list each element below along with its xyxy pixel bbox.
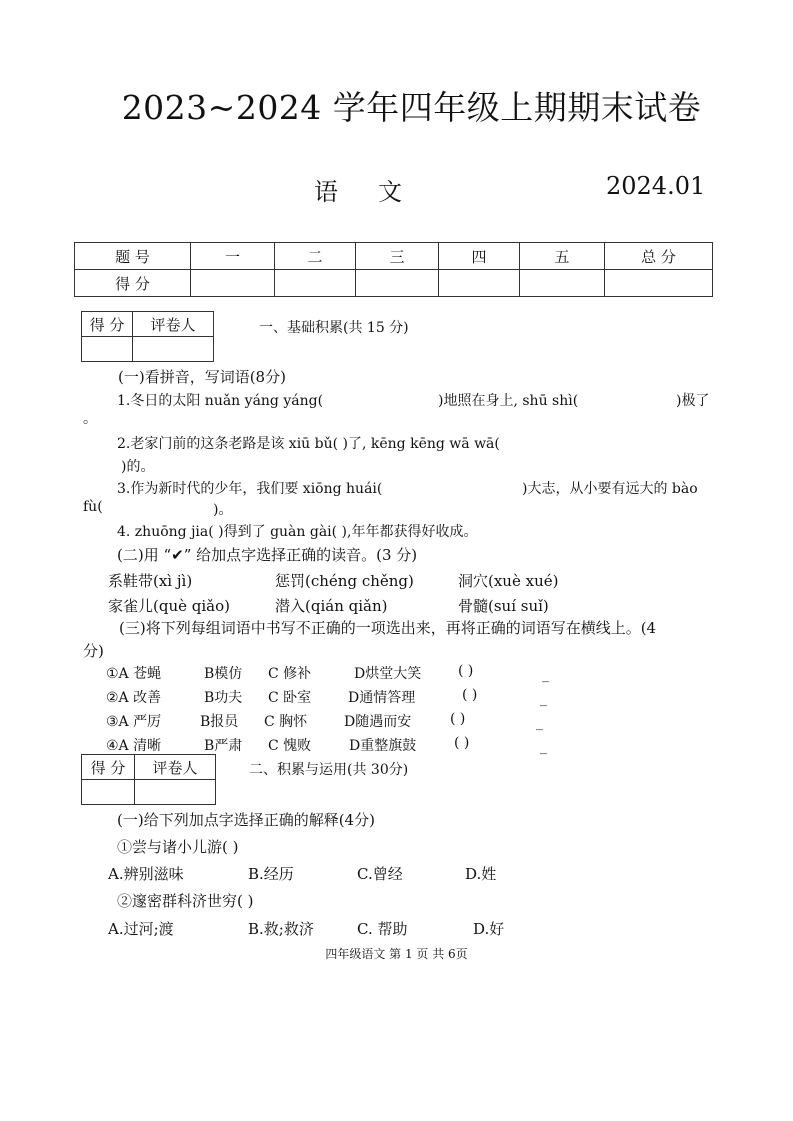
grader-name-cell[interactable] xyxy=(135,780,216,805)
score-cell: 题 号 xyxy=(75,243,191,270)
answer-blank[interactable]: _ xyxy=(536,715,543,731)
word-option: ②A 改善 xyxy=(106,690,162,706)
answer-option: C. 帮助 xyxy=(357,920,408,938)
score-cell: 五 xyxy=(520,243,605,270)
question-text: 。 xyxy=(83,411,97,427)
question-text: ①尝与诸小儿游( ) xyxy=(117,838,239,856)
answer-paren[interactable]: ( ) xyxy=(458,663,474,679)
part1-title: (一)看拼音，写词语(8分) xyxy=(118,368,286,386)
question-text: )的。 xyxy=(121,459,155,475)
pinyin-option: 惩罚(chéng chěng) xyxy=(275,572,414,590)
score-cell: 一 xyxy=(191,243,275,270)
exam-title: 2023~2024 学年四年级上期期末试卷 xyxy=(121,88,702,127)
word-option: B模仿 xyxy=(204,666,243,682)
pinyin-option: 系鞋带(xì jì) xyxy=(108,572,193,590)
section1-title: 一、基础积累(共 15 分) xyxy=(259,320,409,336)
grader-score-label: 得 分 xyxy=(82,755,135,780)
score-cell: 二 xyxy=(275,243,356,270)
word-option: ④A 清晰 xyxy=(106,738,162,754)
answer-blank[interactable]: _ xyxy=(540,739,547,755)
exam-date: 2024.01 xyxy=(606,172,706,200)
answer-blank[interactable]: _ xyxy=(542,667,549,683)
part3-title-cont: 分) xyxy=(83,642,104,660)
answer-option: B.救;救济 xyxy=(248,920,314,938)
question-text: )大志，从小要有远大的 bào xyxy=(522,481,698,497)
score-input-cell[interactable] xyxy=(275,270,356,297)
score-cell: 四 xyxy=(439,243,520,270)
score-table-header-row xyxy=(75,243,713,270)
word-option: B功夫 xyxy=(204,690,243,706)
grader-score-cell[interactable] xyxy=(82,337,133,362)
word-option: D通情答理 xyxy=(348,690,416,706)
grader-label: 评卷人 xyxy=(135,755,216,780)
question-text: )。 xyxy=(213,502,233,518)
word-option: D随遇而安 xyxy=(344,714,412,730)
word-option: B报员 xyxy=(200,714,239,730)
question-text: )极了 xyxy=(676,393,710,409)
word-option: C 愧败 xyxy=(268,738,312,754)
answer-option: A.过河;渡 xyxy=(108,920,174,938)
question-text: )地照在身上, shū shì( xyxy=(438,393,579,409)
question-text: 4. zhuōng jia( )得到了 guàn gài( ),年年都获得好收成。 xyxy=(117,524,478,540)
section2-part1-title: (一)给下列加点字选择正确的解释(4分) xyxy=(117,811,375,829)
part3-title: (三)将下列每组词语中书写不正确的一项选出来，再将正确的词语写在横线上。(4 xyxy=(119,619,657,637)
answer-option: D.好 xyxy=(473,920,505,938)
grader-name-cell[interactable] xyxy=(133,337,214,362)
score-input-cell[interactable] xyxy=(605,270,713,297)
part2-title: (二)用 “✔” 给加点字选择正确的读音。(3 分) xyxy=(117,546,418,564)
pinyin-option: 骨髓(suí suǐ) xyxy=(458,597,549,615)
question-text: ②邃密群科济世穷( ) xyxy=(117,892,254,910)
answer-paren[interactable]: ( ) xyxy=(462,687,478,703)
score-table xyxy=(74,242,713,297)
answer-option: A.辨别滋味 xyxy=(108,865,184,883)
answer-option: C.曾经 xyxy=(357,865,403,883)
answer-paren[interactable]: ( ) xyxy=(454,735,470,751)
score-input-cell[interactable] xyxy=(520,270,605,297)
question-text: fù( xyxy=(83,499,103,515)
word-option: C 修补 xyxy=(268,666,312,682)
grader-box xyxy=(81,311,214,362)
score-table-score-row xyxy=(75,270,713,297)
score-input-cell[interactable] xyxy=(439,270,520,297)
score-cell: 总 分 xyxy=(605,243,713,270)
subject-label: 语文 xyxy=(314,178,442,206)
pinyin-option: 家雀儿(què qiǎo) xyxy=(108,597,230,615)
answer-paren[interactable]: ( ) xyxy=(450,711,466,727)
question-text: 3.作为新时代的少年，我们要 xiōng huái( xyxy=(117,481,383,497)
grader-score-cell[interactable] xyxy=(82,780,135,805)
grader-box xyxy=(81,754,216,805)
grader-score-label: 得 分 xyxy=(82,312,133,337)
score-cell: 三 xyxy=(356,243,439,270)
question-text: 2.老家门前的这条老路是该 xiū bǔ( )了, kēng kēng wā wā( xyxy=(117,436,500,452)
word-option: ③A 严厉 xyxy=(106,714,162,730)
word-option: C 卧室 xyxy=(268,690,312,706)
page-footer: 四年级语文 第 1 页 共 6页 xyxy=(325,947,468,961)
word-option: ①A 苍蝇 xyxy=(106,666,162,682)
pinyin-option: 洞穴(xuè xué) xyxy=(458,572,559,590)
score-input-cell[interactable] xyxy=(191,270,275,297)
question-text: 1.冬日的太阳 nuǎn yáng yáng( xyxy=(117,393,324,409)
grader-label: 评卷人 xyxy=(133,312,214,337)
word-option: B严肃 xyxy=(204,738,243,754)
word-option: C 胸怀 xyxy=(264,714,308,730)
word-option: D烘堂大笑 xyxy=(354,666,422,682)
answer-option: B.经历 xyxy=(248,865,294,883)
score-cell: 得 分 xyxy=(75,270,191,297)
section2-title: 二、积累与运用(共 30分) xyxy=(249,762,409,778)
score-input-cell[interactable] xyxy=(356,270,439,297)
answer-option: D.姓 xyxy=(465,865,497,883)
word-option: D重整旗鼓 xyxy=(349,738,417,754)
pinyin-option: 潜入(qián qiǎn) xyxy=(275,597,388,615)
answer-blank[interactable]: _ xyxy=(540,691,547,707)
